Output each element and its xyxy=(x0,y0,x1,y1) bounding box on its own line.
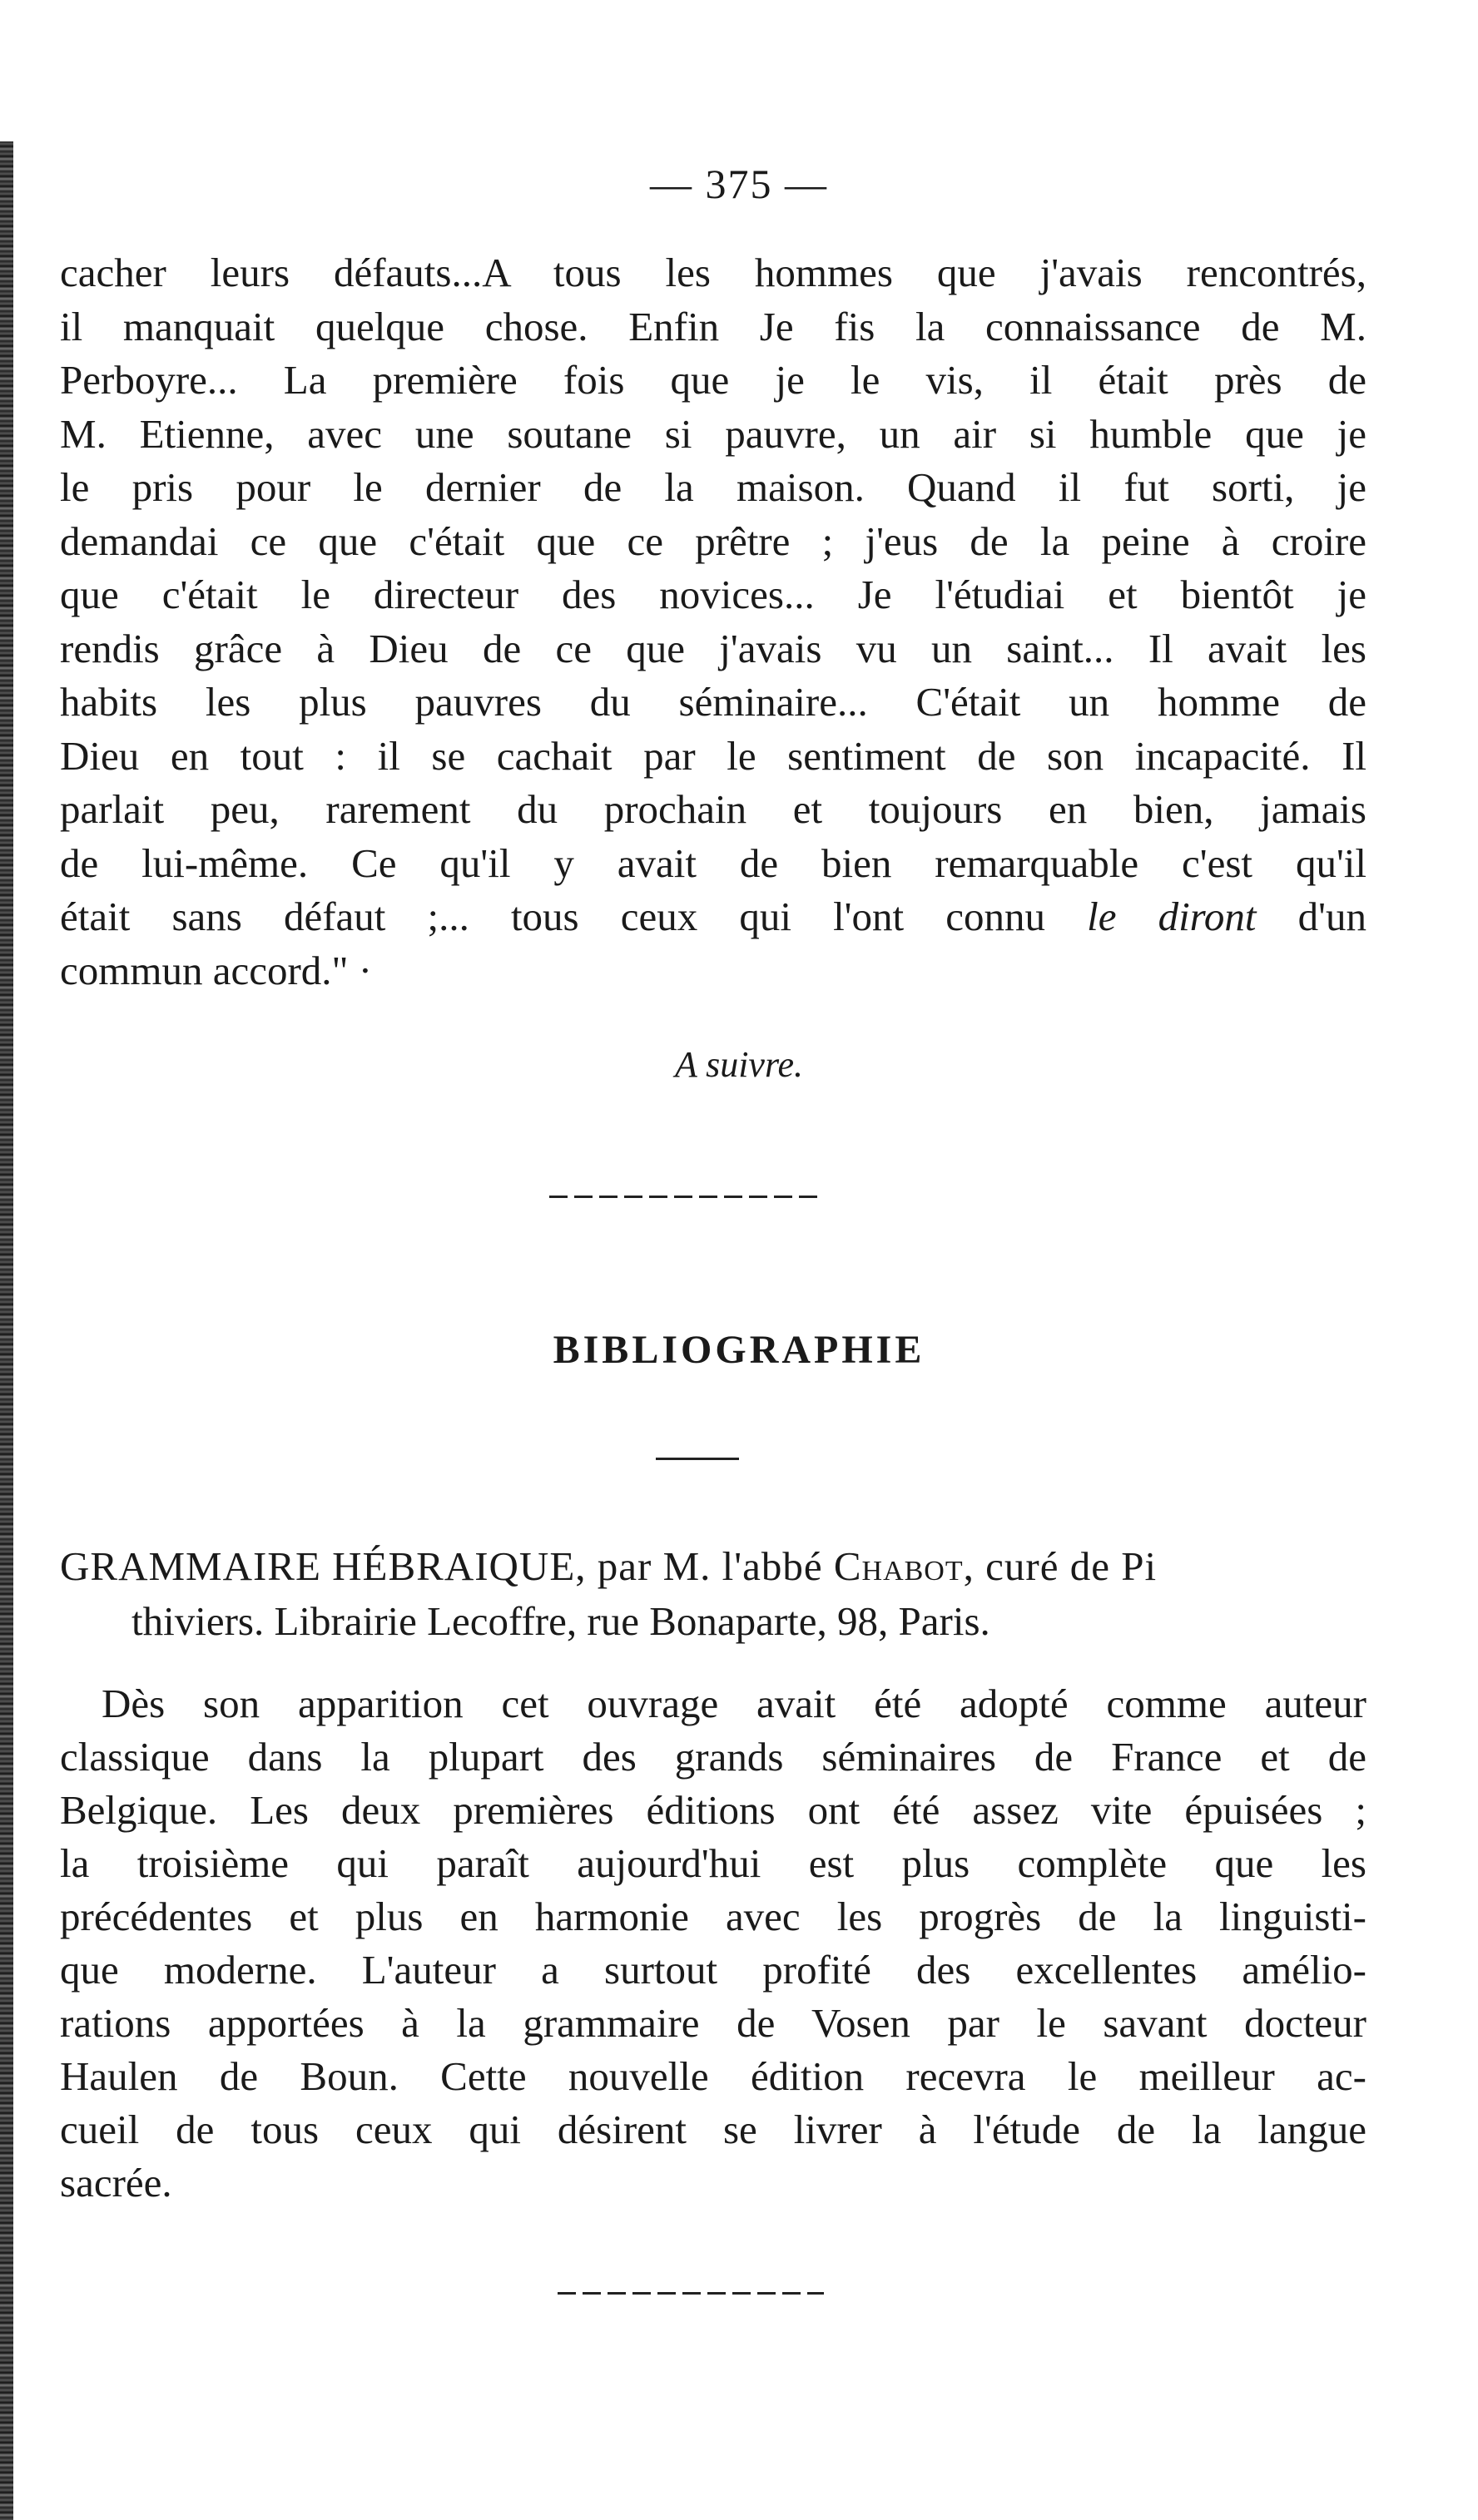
text-line: que moderne. L'auteur a surtout profité des excellentes amélio- xyxy=(60,1947,1366,1993)
text-line: habits les plus pauvres du séminaire... C'était un homme de xyxy=(60,679,1366,725)
text-line: classique dans la plupart des grands séminaires de France et de xyxy=(60,1734,1366,1780)
entry-publisher-line: thiviers. Librairie Lecoffre, rue Bonaparte, 98, Paris. xyxy=(131,1598,990,1644)
text-line: M. Etienne, avec une soutane si pauvre, un air si humble que je xyxy=(60,410,1366,457)
review-paragraph xyxy=(60,1677,1366,2210)
text-line: Dès son apparition cet ouvrage avait été adopté comme auteur xyxy=(102,1681,1366,1726)
entry-title-end: , curé de Pi xyxy=(963,1543,1158,1589)
text-line: rations apportées à la grammaire de Vosen par le savant docteur xyxy=(60,2000,1366,2046)
entry-title-line xyxy=(60,1539,1375,1594)
text-line: le pris pour le dernier de la maison. Quand il fut sorti, je xyxy=(60,464,1366,510)
end-divider xyxy=(558,2292,824,2295)
page-number: — 375 — xyxy=(650,161,828,207)
text-line: précédentes et plus en harmonie avec les progrès de la linguisti- xyxy=(60,1894,1366,1939)
text-line: Perboyre... La première fois que je le vis, il était près de xyxy=(60,357,1366,403)
text-line: Haulen de Boun. Cette nouvelle édition recevra le meilleur ac- xyxy=(60,2053,1366,2099)
text-line: Dieu en tout : il se cachait par le sentiment de son incapacité. Il xyxy=(60,732,1366,779)
text-line: demandai ce que c'était que ce prêtre ; j'eus de la peine à croire xyxy=(60,517,1366,564)
italic-text: le diront xyxy=(1087,894,1257,939)
text-line: parlait peu, rarement du prochain et toujours en bien, jamais xyxy=(60,786,1366,832)
text-line: il manquait quelque chose. Enfin Je fis la connaissance de M. xyxy=(60,303,1366,349)
text-segment: était sans défaut ;... tous ceux qui l'ont connu xyxy=(60,894,1088,939)
bibliography-entry xyxy=(60,1539,1375,1649)
text-line: la troisième qui paraît aujourd'hui est plus complète que les xyxy=(60,1840,1366,1886)
continuation-paragraph xyxy=(60,246,1366,998)
text-line: que c'était le directeur des novices... Je l'étudiai et bientôt je xyxy=(60,572,1366,617)
text-line: de lui-même. Ce qu'il y avait de bien remarquable c'est qu'il xyxy=(60,839,1366,886)
section-title: BIBLIOGRAPHIE xyxy=(553,1328,925,1372)
entry-title: GRAMMAIRE HÉBRAIQUE, par M. l'abbé xyxy=(60,1543,834,1589)
text-line xyxy=(60,890,1366,944)
section-divider xyxy=(549,1196,824,1198)
text-line: rendis grâce à Dieu de ce que j'avais vu un saint... Il avait les xyxy=(60,625,1366,671)
a-suivre-note: A suivre. xyxy=(675,1044,803,1085)
text-line: cueil de tous ceux qui désirent se livrer à l'étude de la langue xyxy=(60,2107,1366,2152)
text-line: cacher leurs défauts...A tous les hommes que j'avais rencontrés, xyxy=(60,250,1366,295)
text-line: sacrée. xyxy=(60,2160,172,2206)
title-underline-rule xyxy=(656,1458,739,1460)
entry-author: Chabot xyxy=(833,1543,964,1589)
text-line: Belgique. Les deux premières éditions ont été assez vite épuisées ; xyxy=(60,1787,1366,1833)
text-segment: d'un xyxy=(1256,894,1366,939)
text-line: commun accord." · xyxy=(60,947,373,993)
